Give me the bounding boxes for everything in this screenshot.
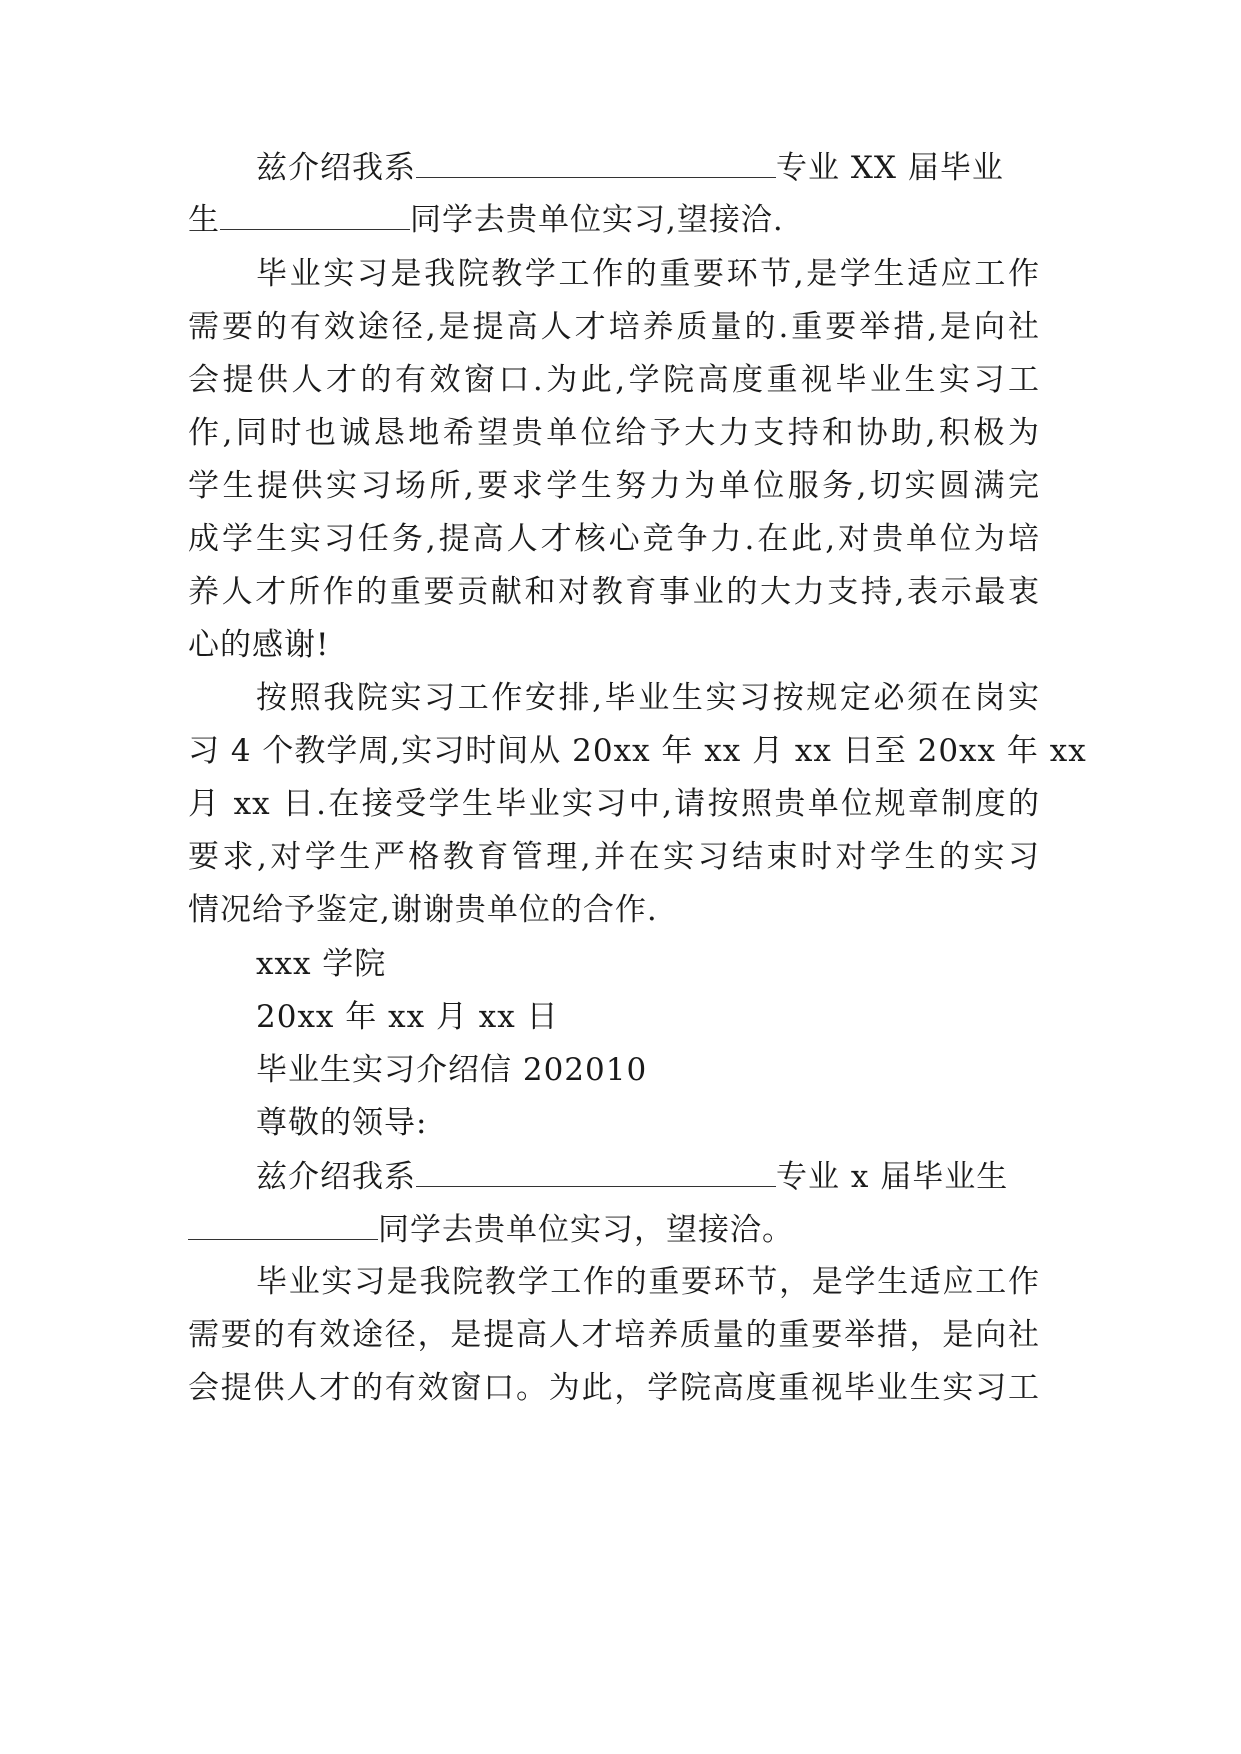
body-line: 毕业实习是我院教学工作的重要环节，是学生适应工作 bbox=[256, 1264, 1040, 1300]
body-line: 毕业实习是我院教学工作的重要环节,是学生适应工作 bbox=[256, 256, 1040, 292]
intro-line-1 bbox=[256, 147, 1004, 187]
body-line: 情况给予鉴定,谢谢贵单位的合作. bbox=[188, 892, 658, 928]
salutation: 尊敬的领导: bbox=[256, 1105, 428, 1141]
body-line: 需要的有效途径,是提高人才培养质量的.重要举措,是向社 bbox=[188, 309, 1040, 345]
intro-suffix-2: 同学去贵单位实习,望接洽. bbox=[410, 202, 784, 238]
student-name-blank bbox=[220, 199, 410, 230]
body-line: 需要的有效途径，是提高人才培养质量的重要举措，是向社 bbox=[188, 1317, 1040, 1353]
intro-prefix: 兹介绍我系 bbox=[256, 1159, 416, 1195]
signature-institution: xxx 学院 bbox=[256, 946, 387, 982]
body-line: 会提供人才的有效窗口。为此，学院高度重视毕业生实习工 bbox=[188, 1370, 1040, 1406]
intro-line-2 bbox=[188, 199, 784, 239]
intro-suffix: 专业 x 届毕业生 bbox=[776, 1159, 1009, 1195]
body-line: 心的感谢! bbox=[188, 627, 330, 663]
body-line: 成学生实习任务,提高人才核心竞争力.在此,对贵单位为培 bbox=[188, 521, 1040, 557]
student-name-blank bbox=[188, 1209, 378, 1240]
intro-suffix-2: 同学去贵单位实习，望接洽。 bbox=[378, 1212, 794, 1248]
body-line: 习 4 个教学周,实习时间从 20xx 年 xx 月 xx 日至 20xx 年 xx bbox=[188, 733, 1087, 769]
intro-suffix: 专业 XX 届毕业 bbox=[776, 150, 1004, 186]
body-line: 作,同时也诚恳地希望贵单位给予大力支持和协助,积极为 bbox=[188, 415, 1040, 451]
intro-prefix-2: 生 bbox=[188, 202, 220, 238]
body-line: 月 xx 日.在接受学生毕业实习中,请按照贵单位规章制度的 bbox=[188, 786, 1040, 822]
intro-line-1 bbox=[256, 1156, 1008, 1196]
body-line: 养人才所作的重要贡献和对教育事业的大力支持,表示最衷 bbox=[188, 574, 1040, 610]
department-blank bbox=[416, 1156, 776, 1187]
body-line: 按照我院实习工作安排,毕业生实习按规定必须在岗实 bbox=[256, 680, 1040, 716]
intro-line-2 bbox=[188, 1209, 794, 1249]
body-line: 要求,对学生严格教育管理,并在实习结束时对学生的实习 bbox=[188, 839, 1040, 875]
letter-title: 毕业生实习介绍信 202010 bbox=[256, 1052, 648, 1088]
signature-date: 20xx 年 xx 月 xx 日 bbox=[256, 999, 559, 1035]
body-line: 会提供人才的有效窗口.为此,学院高度重视毕业生实习工 bbox=[188, 362, 1040, 398]
intro-prefix: 兹介绍我系 bbox=[256, 150, 416, 186]
department-blank bbox=[416, 147, 776, 178]
body-line: 学生提供实习场所,要求学生努力为单位服务,切实圆满完 bbox=[188, 468, 1040, 504]
